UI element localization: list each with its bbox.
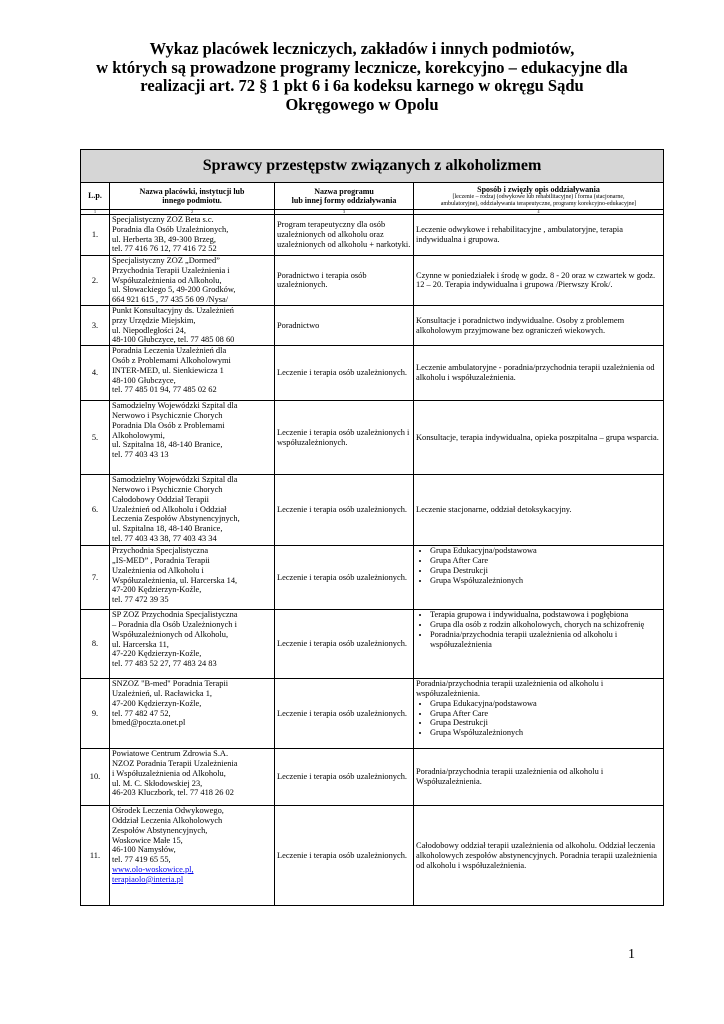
method-list-item: • Grupa After Care xyxy=(430,709,661,719)
row-number: 2. xyxy=(81,256,110,306)
institution-line: Oddział Leczenia Alkoholowych xyxy=(112,815,223,825)
column-number: 4 xyxy=(414,210,664,215)
institution-line: 46-203 Kluczbork, tel. 77 418 26 02 xyxy=(112,788,234,798)
institution-line: 48-100 Głubczyce, xyxy=(112,375,176,385)
header-method: Sposób i zwięzły opis oddziaływania [leczenie – rodzaj (odwykowe lub rehabilitacyjne) i forma (stacjonarne, ambulatoryjne), oddziaływania terapeutyczne, programy korekcyjno-edukacyjne] xyxy=(414,183,664,210)
table-row xyxy=(81,679,664,749)
table-row xyxy=(81,401,664,475)
column-number: 3 xyxy=(275,210,414,215)
institution-line: INTER-MED, ul. Sienkiewicza 1 xyxy=(112,365,224,375)
page-number: 1 xyxy=(628,947,635,962)
header-lp: L.p. xyxy=(81,183,110,210)
institution-line: ul. Harcerska 11, xyxy=(112,639,169,649)
institution-cell xyxy=(110,346,275,401)
method-cell: Konsultacje, terapia indywidualna, opieka poszpitalna – grupa wsparcia. xyxy=(414,401,664,475)
method-cell: Konsultacje i poradnictwo indywidualne. Osoby z problemem alkoholowym przyjmowane bez ograniczeń wiekowych. xyxy=(414,305,664,345)
table-row xyxy=(81,806,664,906)
method-intro: Poradnia/przychodnia terapii uzależnienia od alkoholu i współuzależnienia. xyxy=(416,679,604,698)
institution-line: 48-100 Głubczyce, tel. 77 485 08 60 xyxy=(112,335,235,345)
program-cell: Leczenie i terapia osób uzależnionych. xyxy=(275,475,414,546)
program-cell: Leczenie i terapia osób uzależnionych. xyxy=(275,346,414,401)
institution-line: Uzależnień od Alkoholu i Oddział xyxy=(112,504,227,514)
institution-line: przy Urzędzie Miejskim, xyxy=(112,315,196,325)
institution-line: Poradnia Leczenia Uzależnień dla xyxy=(112,346,227,356)
header-institution: Nazwa placówki, instytucji lub innego podmiotu. xyxy=(110,183,275,210)
institution-line: 47-220 Kędzierzyn-Koźle, xyxy=(112,649,202,659)
program-cell: Leczenie i terapia osób uzależnionych. xyxy=(275,679,414,749)
institution-line: Zespołów Abstynencyjnych, xyxy=(112,825,208,835)
column-number: 2 xyxy=(110,210,275,215)
institution-line: ul. Słowackiego 5, 49-200 Grodków, xyxy=(112,285,236,295)
column-number: 1 xyxy=(81,210,110,215)
institution-line: Woskowice Małe 15, xyxy=(112,835,183,845)
title-line: Wykaz placówek leczniczych, zakładów i innych podmiotów, xyxy=(149,39,575,58)
method-list-item: • Grupa dla osób z rodzin alkoholowych, chorych na schizofrenię xyxy=(430,620,661,630)
method-cell: Poradnia/przychodnia terapii uzależnienia od alkoholu i Współuzależnienia. xyxy=(414,749,664,806)
institution-cell xyxy=(110,610,275,679)
institution-line: tel. 77 485 01 94, 77 485 02 62 xyxy=(112,385,217,395)
institution-line: tel. 77 483 52 27, 77 483 24 83 xyxy=(112,659,217,669)
document-title xyxy=(40,40,684,114)
institution-line: Samodzielny Wojewódzki Szpital dla xyxy=(112,401,238,411)
institution-line: ul. Szpitalna 18, 48-140 Branice, xyxy=(112,440,223,450)
method-list-item: • Grupa Współuzależnionych xyxy=(430,728,661,738)
title-line: realizacji art. 72 § 1 pkt 6 i 6a kodeksu karnego w okręgu Sądu xyxy=(140,76,584,96)
row-number: 1. xyxy=(81,215,110,256)
institution-line: SNZOZ "B-med" Poradnia Terapii xyxy=(112,679,229,689)
contact-link[interactable]: terapiaolo@interia.pl xyxy=(112,874,184,884)
institution-line: tel. 77 403 43 13 xyxy=(112,450,169,460)
institution-line: Samodzielny Wojewódzki Szpital dla xyxy=(112,475,238,485)
header-program: Nazwa programu lub innej formy oddziaływania xyxy=(275,183,414,210)
program-cell: Poradnictwo i terapia osób uzależnionych. xyxy=(275,256,414,306)
institution-line: Ośrodek Leczenia Odwykowego, xyxy=(112,806,224,816)
institution-cell xyxy=(110,401,275,475)
institution-line: tel. 77 472 39 35 xyxy=(112,595,169,605)
table-row xyxy=(81,346,664,401)
institution-line: Specjalistyczny ZOZ „Dormed” xyxy=(112,256,220,265)
institution-line: 47-200 Kędzierzyn-Koźle, xyxy=(112,698,202,708)
institution-line: ul. M. C. Skłodowskiej 23, xyxy=(112,778,203,788)
method-cell xyxy=(414,610,664,679)
method-list xyxy=(416,546,661,585)
institution-cell xyxy=(110,215,275,256)
table-body xyxy=(81,215,664,906)
row-number: 11. xyxy=(81,806,110,906)
institution-line: 47-200 Kędzierzyn-Koźle, xyxy=(112,585,202,595)
institution-line: Poradnia dla Osób Uzależnionych, xyxy=(112,224,229,234)
institution-line: Specjalistyczny ZOZ Beta s.c. xyxy=(112,215,214,224)
method-cell: Leczenie ambulatoryjne - poradnia/przychodnia terapii uzależnienia od alkoholu i współuzależnienia. xyxy=(414,346,664,401)
row-number: 3. xyxy=(81,305,110,345)
institution-line: Przychodnia Terapii Uzależnienia i xyxy=(112,265,230,275)
row-number: 9. xyxy=(81,679,110,749)
row-number: 7. xyxy=(81,546,110,610)
table-row xyxy=(81,546,664,610)
institution-line: Współuzależnienia, ul. Harcerska 14, xyxy=(112,575,238,585)
institution-line: Osób z Problemami Alkoholowymi xyxy=(112,355,231,365)
institution-line: tel. 77 419 65 55, xyxy=(112,855,171,865)
institution-line: tel. 77 416 76 12, 77 416 72 52 xyxy=(112,244,217,254)
method-cell: Czynne w poniedziałek i środę w godz. 8 - 20 oraz w czwartek w godz. 12 – 20. Terapia indywidualna i grupowa /Pierwszy Krok/. xyxy=(414,256,664,306)
program-cell: Leczenie i terapia osób uzależnionych. xyxy=(275,546,414,610)
table-row xyxy=(81,475,664,546)
title-line: Okręgowego w Opolu xyxy=(285,94,439,114)
method-list xyxy=(416,610,661,649)
institution-line: SP ZOZ Przychodnia Specjalistyczna xyxy=(112,610,238,620)
method-list-item: • Poradnia/przychodnia terapii uzależnienia od alkoholu i współuzależnienia xyxy=(430,630,661,650)
institution-line: „IS-MED” , Poradnia Terapii xyxy=(112,555,210,565)
institution-line: Współuzależnionych od Alkoholu, xyxy=(112,629,229,639)
institution-line: bmed@poczta.onet.pl xyxy=(112,718,186,728)
table-row xyxy=(81,610,664,679)
institution-line: ul. Herberta 3B, 49-300 Brzeg, xyxy=(112,234,216,244)
program-cell: Leczenie i terapia osób uzależnionych. xyxy=(275,806,414,906)
institution-line: Uzależnienia od Alkoholu i xyxy=(112,565,204,575)
row-number: 8. xyxy=(81,610,110,679)
contact-link[interactable]: www.olo-woskowice.pl, xyxy=(112,864,194,874)
table-row xyxy=(81,749,664,806)
table-row xyxy=(81,215,664,256)
table-row xyxy=(81,256,664,306)
institution-line: Całodobowy Oddział Terapii xyxy=(112,494,209,504)
method-list-item: • Grupa Destrukcji xyxy=(430,718,661,728)
institution-line: Nerwowo i Psychicznie Chorych xyxy=(112,410,223,420)
row-number: 4. xyxy=(81,346,110,401)
institution-cell xyxy=(110,749,275,806)
method-list-item: • Grupa Edukacyjna/podstawowa xyxy=(430,546,661,556)
row-number: 6. xyxy=(81,475,110,546)
institution-line: 664 921 615 , 77 435 56 09 /Nysa/ xyxy=(112,295,229,305)
institution-line: Przychodnia Specjalistyczna xyxy=(112,546,209,556)
method-list-item: • Grupa Edukacyjna/podstawowa xyxy=(430,699,661,709)
program-cell: Leczenie i terapia osób uzależnionych. xyxy=(275,610,414,679)
method-list-item: • Grupa Destrukcji xyxy=(430,566,661,576)
institution-line: – Poradnia dla Osób Uzależnionych i xyxy=(112,619,237,629)
method-list-item: • Grupa After Care xyxy=(430,556,661,566)
institution-line: Poradnia Dla Osób z Problemami xyxy=(112,420,225,430)
program-cell: Poradnictwo xyxy=(275,305,414,345)
institution-cell xyxy=(110,256,275,306)
method-cell xyxy=(414,546,664,610)
method-cell xyxy=(414,679,664,749)
method-list xyxy=(416,699,661,738)
institution-line: Nerwowo i Psychicznie Chorych xyxy=(112,484,223,494)
program-cell: Program terapeutyczny dla osób uzależnionych od alkoholu oraz uzależnionych od alkoholu + narkotyki. xyxy=(275,215,414,256)
institution-cell xyxy=(110,679,275,749)
institution-line: Leczenia Zespołów Abstynencyjnych, xyxy=(112,514,240,524)
row-number: 10. xyxy=(81,749,110,806)
institution-line: ul. Szpitalna 18, 48-140 Branice, xyxy=(112,524,223,534)
institution-line: i Współuzależnienia od Alkoholu, xyxy=(112,768,226,778)
institution-line: Współuzależnienia od Alkoholu, xyxy=(112,275,222,285)
title-line: w których są prowadzone programy lecznicze, korekcyjno – edukacyjne dla xyxy=(96,57,628,77)
institution-line: tel. 77 403 43 38, 77 403 43 34 xyxy=(112,533,217,543)
section-title: Sprawcy przestępstw związanych z alkoholizmem xyxy=(81,150,664,183)
institution-line: ul. Niepodległości 24, xyxy=(112,325,186,335)
institution-line: Powiatowe Centrum Zdrowia S.A. xyxy=(112,749,229,759)
institution-line: NZOZ Poradnia Terapii Uzależnienia xyxy=(112,758,238,768)
table-header xyxy=(81,183,664,210)
institution-line: 46-100 Namysłów, xyxy=(112,845,176,855)
method-list-item: • Terapia grupowa i indywidualna, podstawowa i pogłębiona xyxy=(430,610,661,620)
method-cell: Leczenie stacjonarne, oddział detoksykacyjny. xyxy=(414,475,664,546)
institution-cell xyxy=(110,546,275,610)
section-banner xyxy=(81,150,664,183)
method-list-item: • Grupa Współuzależnionych xyxy=(430,576,661,586)
institution-line: Alkoholowymi, xyxy=(112,430,165,440)
institution-cell xyxy=(110,806,275,906)
facilities-table xyxy=(80,149,664,906)
institution-line: Uzależnień, ul. Racławicka 1, xyxy=(112,688,212,698)
table-row xyxy=(81,305,664,345)
program-cell: Leczenie i terapia osób uzależnionych. xyxy=(275,749,414,806)
institution-line: tel. 77 482 47 52, xyxy=(112,708,171,718)
institution-cell xyxy=(110,305,275,345)
institution-cell xyxy=(110,475,275,546)
method-cell: Leczenie odwykowe i rehabilitacyjne , ambulatoryjne, terapia indywidualna i grupowa. xyxy=(414,215,664,256)
program-cell: Leczenie i terapia osób uzależnionych i współuzależnionych. xyxy=(275,401,414,475)
row-number: 5. xyxy=(81,401,110,475)
method-cell: Całodobowy oddział terapii uzależnienia od alkoholu. Oddział leczenia alkoholowych zespołów abstynencyjnych. Poradnia terapii uzależnienia od alkoholu i współuzależnienia. xyxy=(414,806,664,906)
institution-line: Punkt Konsultacyjny ds. Uzależnień xyxy=(112,305,234,315)
